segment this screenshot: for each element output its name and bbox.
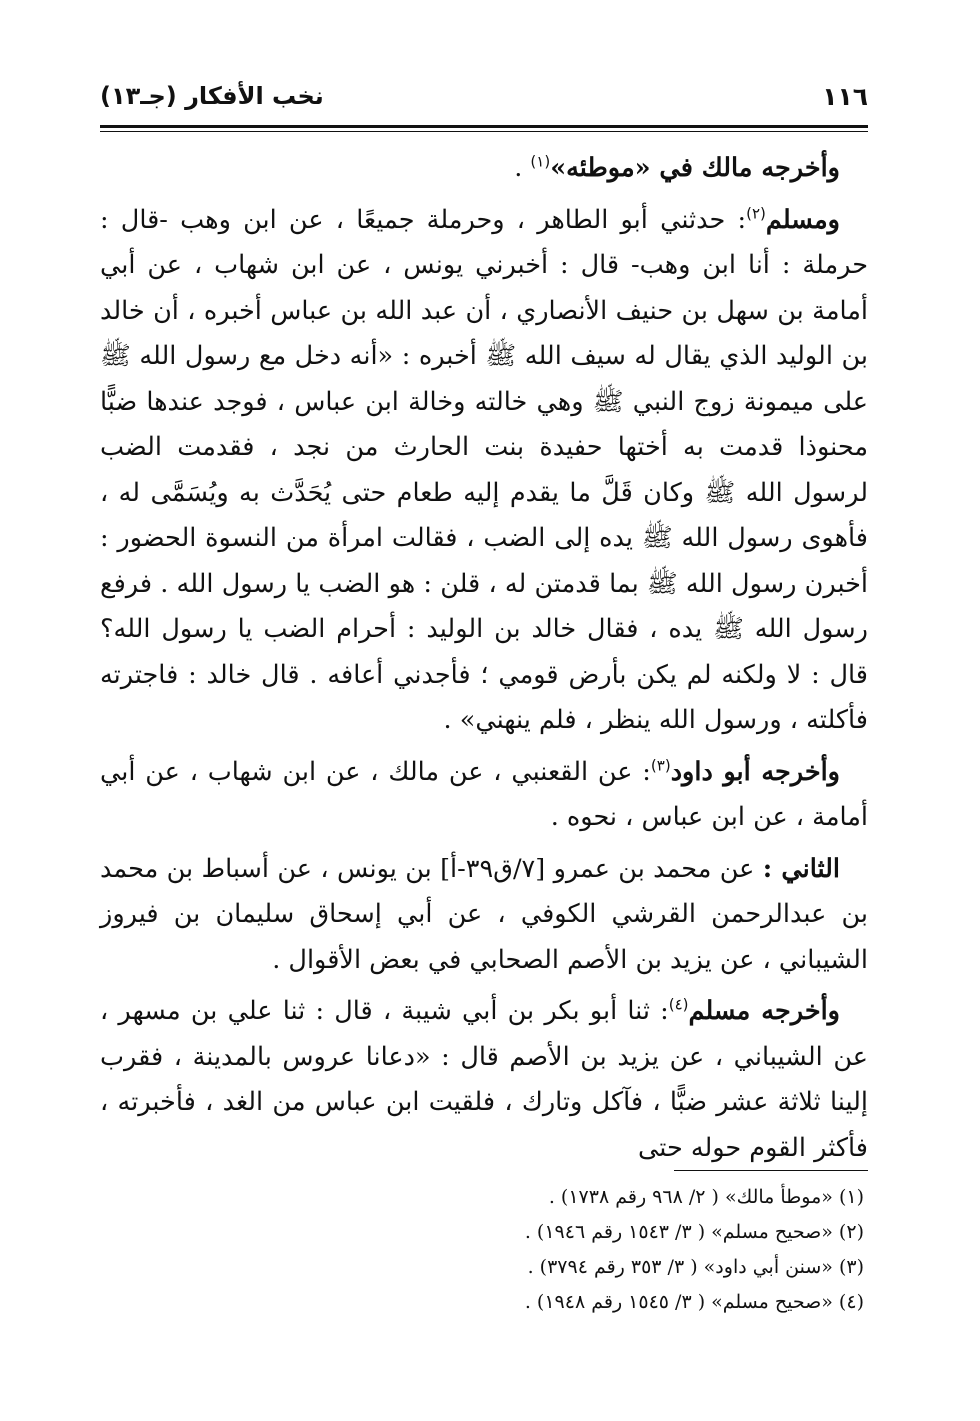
paragraph-text: : عن القعنبي ، عن مالك ، عن ابن شهاب ، عن أبي أمامة ، عن ابن عباس ، نحوه . xyxy=(100,756,868,832)
paragraph xyxy=(100,198,868,744)
page-number: ١١٦ xyxy=(822,82,868,111)
paragraph xyxy=(100,146,868,192)
running-title: نخب الأفكار (جـ١٣) xyxy=(100,82,324,110)
header-rule-thin xyxy=(100,131,868,132)
paragraph-lead: وأخرجه أبو داود xyxy=(670,756,840,787)
paragraph-text: . xyxy=(514,153,531,183)
footnote: (٣) «سنن أبي داود» ( ٣/ ٣٥٣ رقم ٣٧٩٤) . xyxy=(527,1256,864,1278)
footnote-ref: (١) xyxy=(530,152,551,171)
paragraph-text: : حدثني أبو الطاهر ، وحرملة جميعًا ، عن ابن وهب -قال : حرملة : أنا ابن وهب- قال : أخبرني يونس ، عن ابن شهاب ، عن أبي أمامة بن سهل بن حنيف الأنصاري ، أن عبد الله بن عباس أخبره ، أن خالد بن الوليد الذي يقال له سيف الله ﷺ أخبره : «أنه دخل مع رسول الله ﷺ على ميمونة زوج النبي ﷺ وهي خالته وخالة ابن عباس ، فوجد عندها ضبًّا محنوذا قدمت به أختها حفيدة بنت الحارث من نجد ، فقدمت الضب لرسول الله ﷺ وكان قَلَّ ما يقدم إليه طعام حتى يُحَدَّث به ويُسَمَّى له ، فأهوى رسول الله ﷺ يده إلى الضب ، فقالت امرأة من النسوة الحضور : أخبرن رسول الله ﷺ بما قدمتن له ، قلن : هو الضب يا رسول الله . فرفع رسول الله ﷺ يده ، فقال خالد بن الوليد : أحرام الضب يا رسول الله؟ قال : لا ولكنه لم يكن بأرض قومي ؛ فأجدني أعافه . قال خالد : فاجترته فأكلته ، ورسول الله ينظر ، فلم ينهني» . xyxy=(100,204,868,735)
header-rule-thick xyxy=(100,125,868,128)
paragraph-lead: ومسلم xyxy=(765,204,840,235)
paragraph-lead: الثاني : xyxy=(762,853,841,884)
footnote-ref: (٢) xyxy=(746,204,766,222)
paragraph-text: : ثنا أبو بكر بن أبي شيبة ، قال : ثنا علي بن مسهر ، عن الشيباني ، عن يزيد بن الأصم قال : «دعانا عروس بالمدينة ، فقرب إلينا ثلاثة عشر ضبًّا ، فآكل وتارك ، فلقيت ابن عباس من الغد ، فأخبرته ، فأكثر القوم حوله حتى xyxy=(100,996,868,1163)
footnotes xyxy=(100,1180,868,1320)
footnote-ref: (٤) xyxy=(668,995,689,1014)
paragraph xyxy=(100,750,868,841)
footnote: (٤) «صحيح مسلم» ( ٣/ ١٥٤٥ رقم ١٩٤٨) . xyxy=(524,1291,864,1313)
footnote: (١) «موطأ مالك» ( ٢/ ٩٦٨ رقم ١٧٣٨) . xyxy=(548,1186,864,1208)
footnote-ref: (٣) xyxy=(650,756,671,774)
paragraph-lead: وأخرجه مالك في «موطئه» xyxy=(550,153,840,183)
paragraph xyxy=(100,989,868,1171)
footnote-separator xyxy=(674,1170,868,1171)
footnote: (٢) «صحيح مسلم» ( ٣/ ١٥٤٣ رقم ١٩٤٦) . xyxy=(524,1221,864,1243)
paragraph-lead: وأخرجه مسلم xyxy=(688,996,840,1026)
main-text xyxy=(100,146,868,1177)
paragraph xyxy=(100,847,868,984)
paragraph-text: عن محمد بن عمرو [٧/ق٣٩-أ] بن يونس ، عن أسباط بن محمد بن عبدالرحمن القرشي الكوفي ، عن أبي إسحاق سليمان بن فيروز الشيباني ، عن يزيد بن الأصم الصحابي في بعض الأقوال . xyxy=(100,853,868,975)
page-header xyxy=(100,82,868,122)
